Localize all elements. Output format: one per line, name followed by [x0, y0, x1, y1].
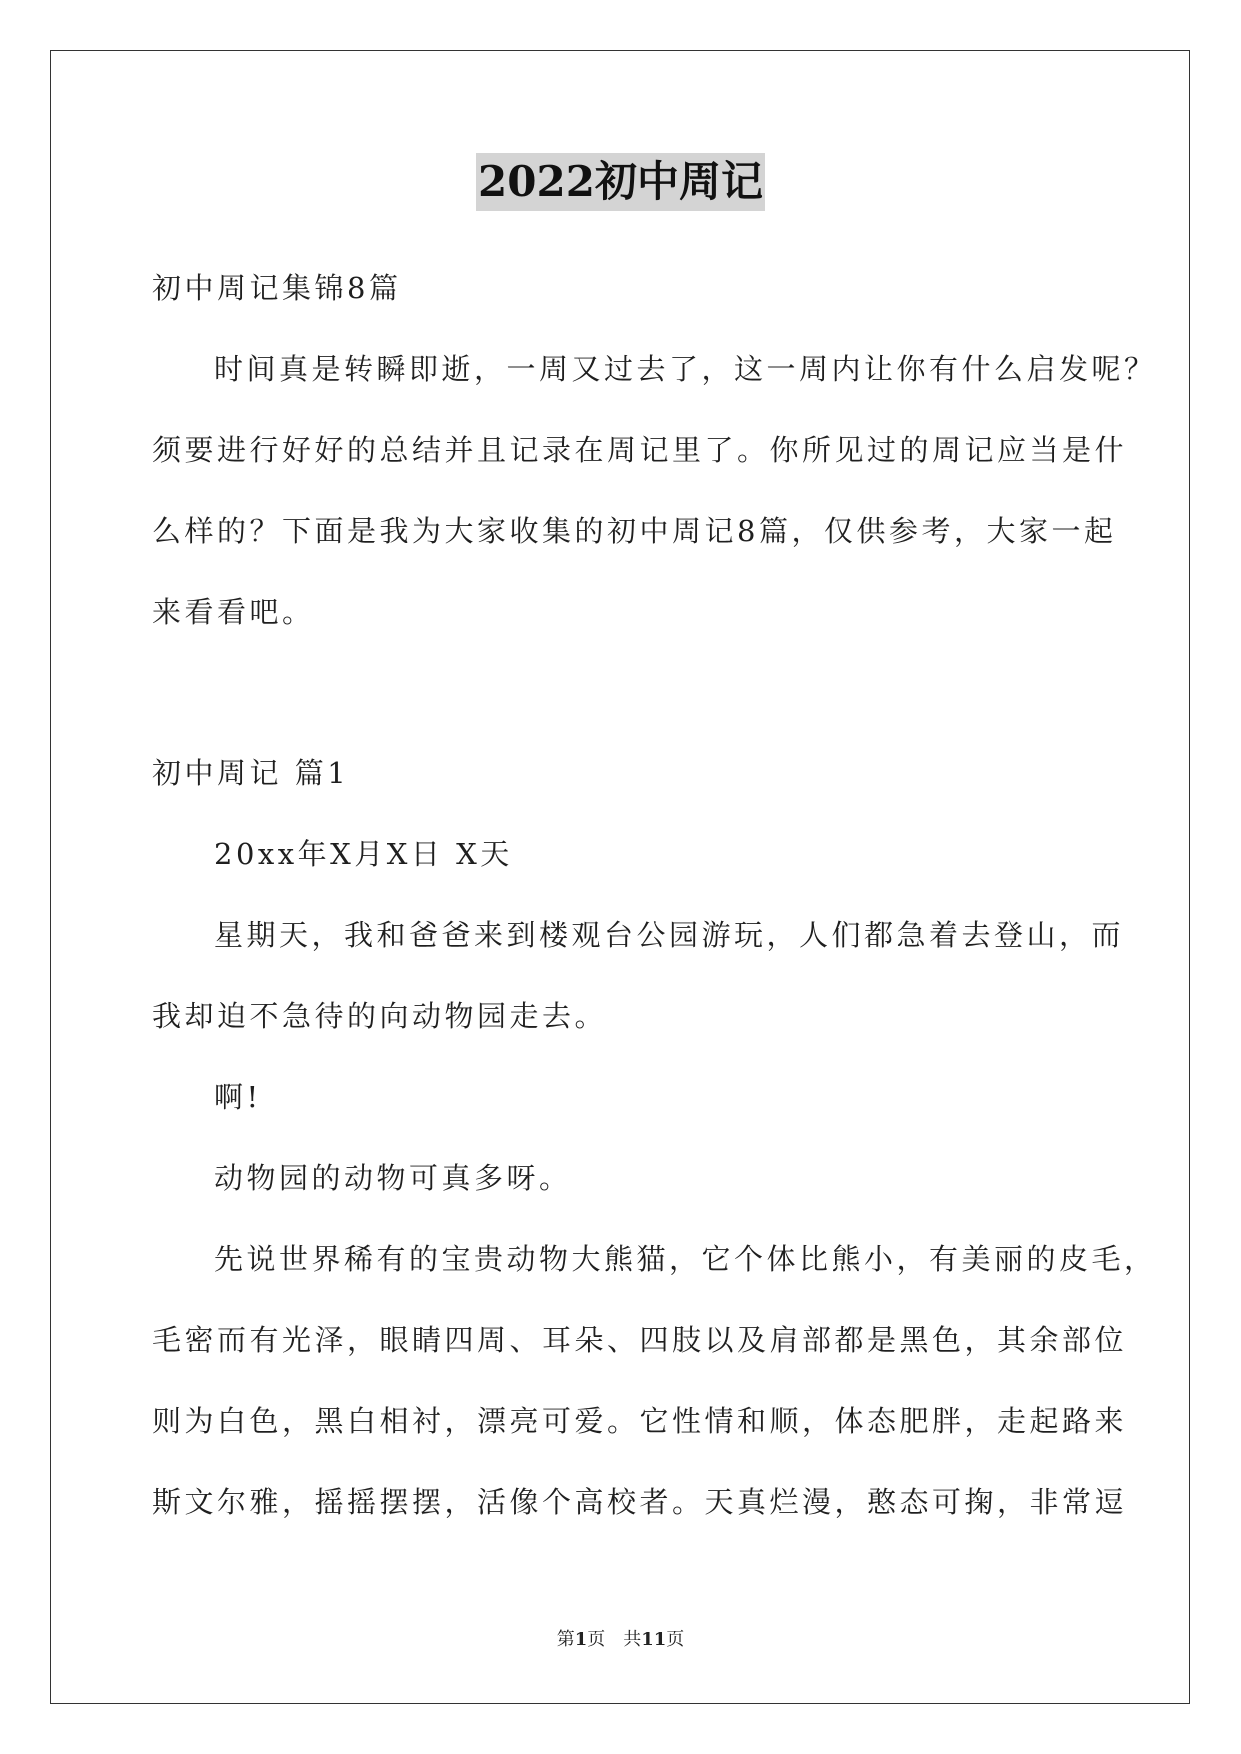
total-page-number: 11 [641, 1629, 667, 1650]
body-line: 须要进行好好的总结并且记录在周记里了。你所见过的周记应当是什 [152, 433, 1128, 467]
footer-middle: 页 共 [587, 1629, 642, 1650]
body-line: 则为白色，黑白相衬，漂亮可爱。它性情和顺，体态肥胖，走起路来 [152, 1404, 1128, 1438]
subtitle-line: 初中周记集锦8篇 [152, 271, 402, 305]
body-line: 时间真是转瞬即逝，一周又过去了，这一周内让你有什么启发呢？ [214, 352, 1157, 386]
body-line: 星期天，我和爸爸来到楼观台公园游玩，人们都急着去登山，而 [214, 918, 1125, 952]
title-container [0, 153, 1241, 211]
body-line: 毛密而有光泽，眼睛四周、耳朵、四肢以及肩部都是黑色，其余部位 [152, 1323, 1128, 1357]
footer-suffix: 页 [666, 1629, 685, 1650]
document-title: 2022初中周记 [476, 153, 765, 211]
body-line: 动物园的动物可真多呀。 [214, 1161, 572, 1195]
body-line: 我却迫不急待的向动物园走去。 [152, 999, 608, 1033]
page-footer [0, 1628, 1241, 1652]
current-page-number: 1 [574, 1629, 588, 1650]
section-heading: 初中周记 篇1 [152, 756, 350, 790]
body-line: 么样的？下面是我为大家收集的初中周记8篇，仅供参考，大家一起 [152, 514, 1117, 548]
body-line: 先说世界稀有的宝贵动物大熊猫，它个体比熊小，有美丽的皮毛， [214, 1242, 1157, 1276]
body-line: 来看看吧。 [152, 595, 315, 629]
body-line: 斯文尔雅，摇摇摆摆，活像个高校者。天真烂漫，憨态可掬，非常逗 [152, 1485, 1128, 1519]
footer-prefix: 第 [556, 1629, 575, 1650]
date-line: 20xx年X月X日 X天 [214, 837, 513, 871]
body-line: 啊! [214, 1080, 262, 1114]
